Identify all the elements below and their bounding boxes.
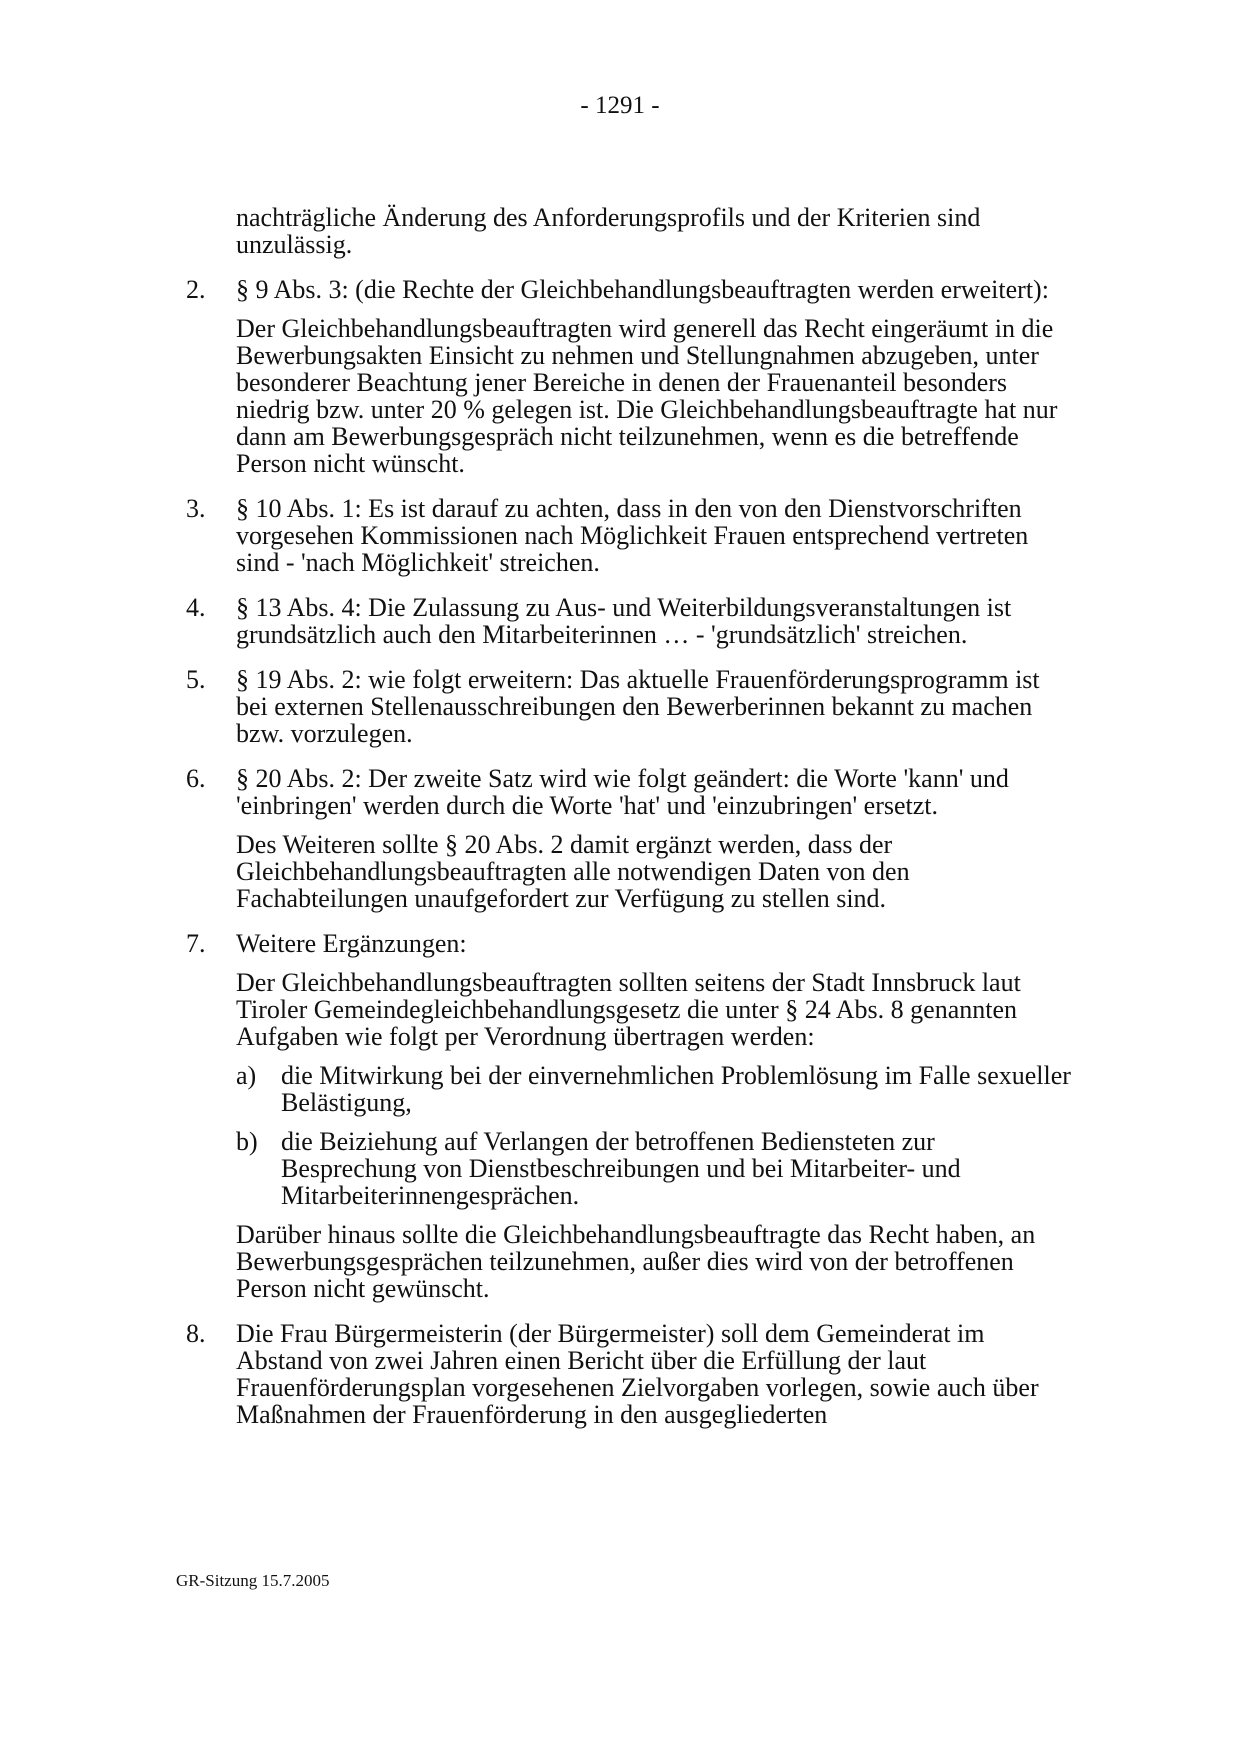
list-item-7 [186,930,1076,1050]
list-item-2 [186,276,1076,477]
page-number: - 1291 - [580,92,660,119]
document-body [186,204,1076,1428]
item-number: 7. [186,929,206,958]
sub-item-letter: a) [236,1061,257,1090]
item-text: § 10 Abs. 1: Es ist darauf zu achten, dass in den von den Dienstvorschriften vorgesehen Kommissionen nach Möglichkeit Frauen entsprechend vertreten sind - 'nach Möglichkeit' streichen. [236,494,1029,577]
sub-item-text: die Mitwirkung bei der einvernehmlichen Problemlösung im Falle sexueller Belästigung, [281,1061,1071,1117]
list-item-8 [186,1320,1076,1428]
sub-item-a [186,1062,1076,1116]
item-number: 5. [186,665,206,694]
list-item-4 [186,594,1076,648]
sub-item-letter: b) [236,1127,258,1156]
sub-item-text: die Beiziehung auf Verlangen der betroffenen Bediensteten zur Besprechung von Dienstbeschreibungen und bei Mitarbeiter- und Mitarbeiterinnengesprächen. [281,1127,961,1210]
item-7-closing-paragraph: Darüber hinaus sollte die Gleichbehandlungsbeauftragte das Recht haben, an Bewerbungsgesprächen teilzunehmen, außer dies wird von der betroffenen Person nicht gewünscht. [236,1220,1036,1303]
item-paragraph: Des Weiteren sollte § 20 Abs. 2 damit ergänzt werden, dass der Gleichbehandlungsbeauftragten alle notwendigen Daten von den Fachabteilungen unaufgefordert zur Verfügung zu stellen sind. [236,830,910,913]
item-text: § 19 Abs. 2: wie folgt erweitern: Das aktuelle Frauenförderungsprogramm ist bei externen Stellenausschreibungen den Bewerberinnen bekannt zu machen bzw. vorzulegen. [236,665,1040,748]
item-text: § 20 Abs. 2: Der zweite Satz wird wie folgt geändert: die Worte 'kann' und 'einbringen' werden durch die Worte 'hat' und 'einzubringen' ersetzt. [236,764,1009,820]
item-number: 4. [186,593,206,622]
item-paragraph: Der Gleichbehandlungsbeauftragten wird generell das Recht eingeräumt in die Bewerbungsakten Einsicht zu nehmen und Stellungnahmen abzugeben, unter besonderer Beachtung jener Bereiche in denen der Frauenanteil besonders niedrig bzw. unter 20 % gelegen ist. Die Gleichbehandlungsbeauftragte hat nur dann am Bewerbungsgespräch nicht teilzunehmen, wenn es die betreffende Person nicht wünscht. [236,314,1058,478]
list-item-5 [186,666,1076,747]
item-text: § 9 Abs. 3: (die Rechte der Gleichbehandlungsbeauftragten werden erweitert): [236,275,1049,304]
item-number: 8. [186,1319,206,1348]
intro-paragraph: nachträgliche Änderung des Anforderungsprofils und der Kriterien sind unzulässig. [236,203,981,259]
item-number: 2. [186,275,206,304]
item-number: 3. [186,494,206,523]
list-item-3 [186,495,1076,576]
list-item-6 [186,765,1076,912]
item-number: 6. [186,764,206,793]
footer-session-label: GR-Sitzung 15.7.2005 [176,1571,330,1590]
sub-item-b [186,1128,1076,1209]
item-text: Weitere Ergänzungen: [236,929,467,958]
item-text: § 13 Abs. 4: Die Zulassung zu Aus- und Weiterbildungsveranstaltungen ist grundsätzlich auch den Mitarbeiterinnen … - 'grundsätzlich' streichen. [236,593,1012,649]
item-paragraph: Der Gleichbehandlungsbeauftragten sollten seitens der Stadt Innsbruck laut Tiroler Gemeindegleichbehandlungsgesetz die unter § 24 Abs. 8 genannten Aufgaben wie folgt per Verordnung übertragen werden: [236,968,1021,1051]
item-text: Die Frau Bürgermeisterin (der Bürgermeister) soll dem Gemeinderat im Abstand von zwei Jahren einen Bericht über die Erfüllung der laut Frauenförderungsplan vorgesehenen Zielvorgaben vorlegen, sowie auch über Maßnahmen der Frauenförderung in den ausgegliederten [236,1319,1039,1429]
